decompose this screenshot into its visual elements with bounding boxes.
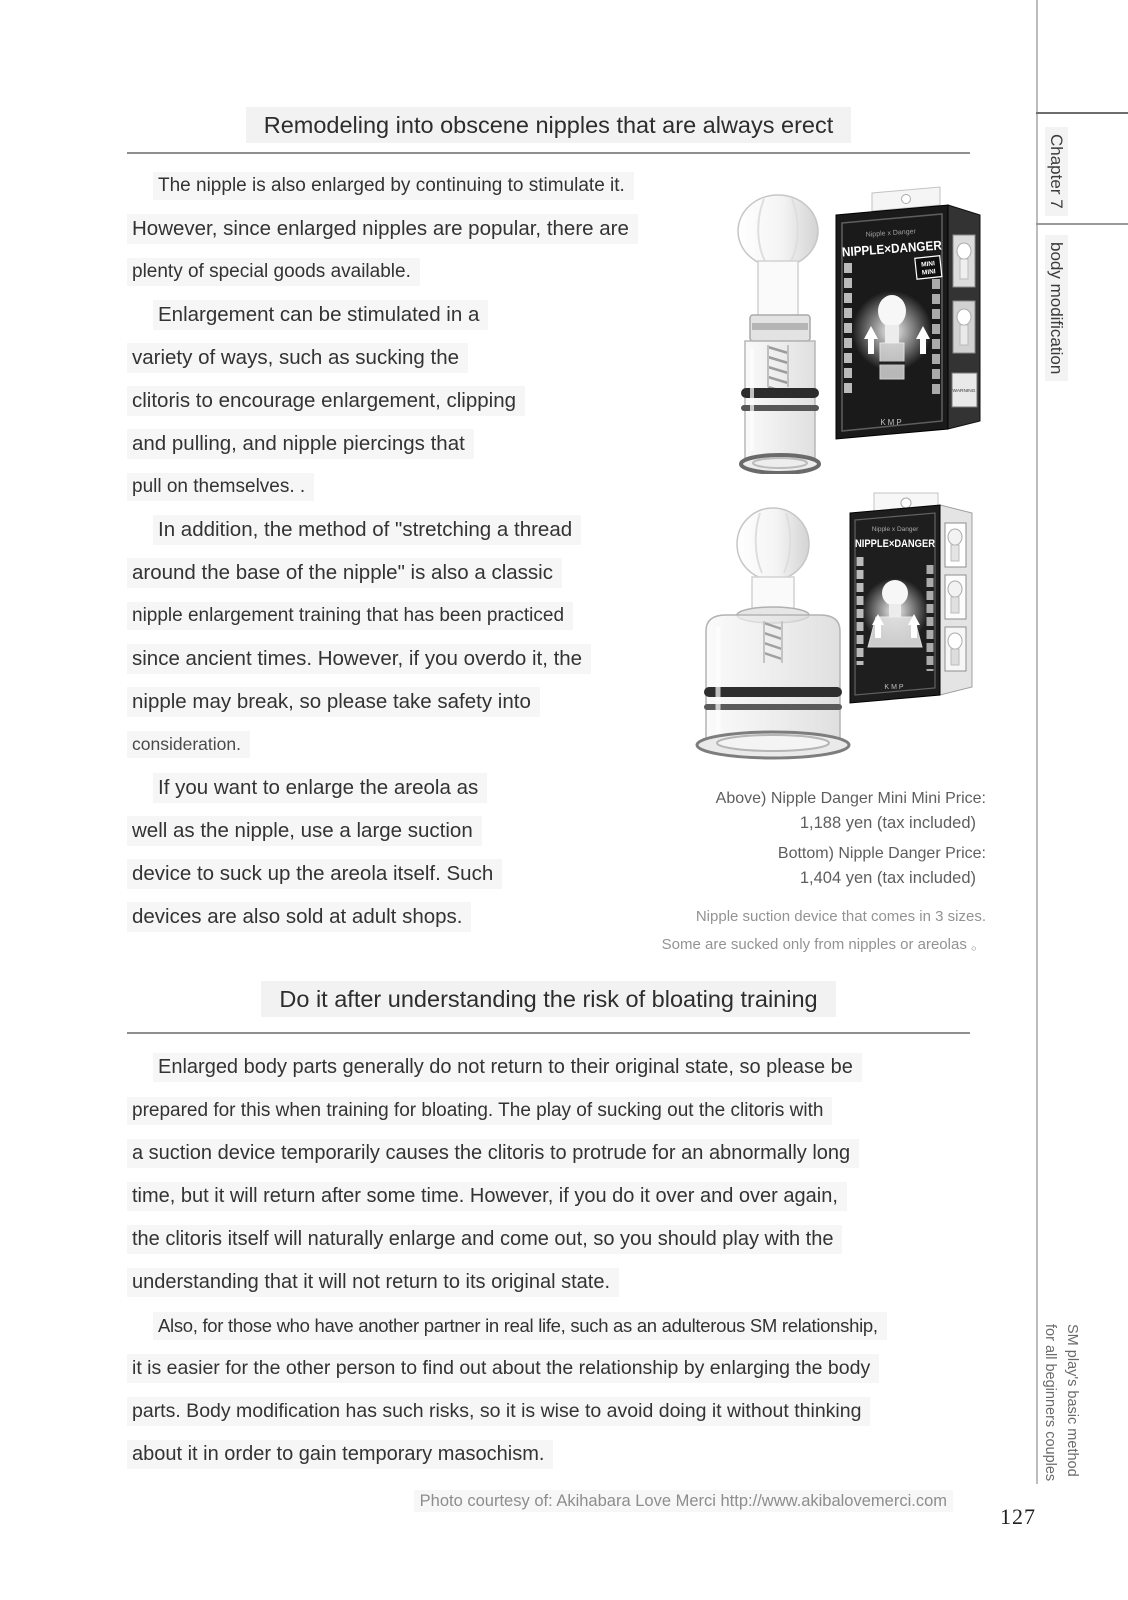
text-line: understanding that it will not return to its original state. <box>127 1261 887 1304</box>
text-line: the clitoris itself will naturally enlarge and come out, so you should play with the <box>127 1218 887 1261</box>
text-line: pull on themselves. . <box>127 465 638 508</box>
text-line: In addition, the method of "stretching a thread <box>127 508 638 551</box>
svg-text:MINI: MINI <box>920 260 936 269</box>
section1-title-text: Remodeling into obscene nipples that are always erect <box>246 107 852 143</box>
text-line: time, but it will return after some time. However, if you do it over and over again, <box>127 1175 887 1218</box>
text-line: device to suck up the areola itself. Such <box>127 852 638 895</box>
box-warning-text: WARNING <box>952 389 976 394</box>
section2-title <box>127 986 970 1013</box>
text-line: parts. Body modification has such risks, so it is wise to avoid doing it without thinking <box>127 1390 887 1433</box>
section2-text-column <box>127 1046 887 1476</box>
box-header-text: Nipple x Danger <box>871 526 919 533</box>
product-photo-top-illustration <box>684 183 983 474</box>
page-number: 127 <box>1000 1504 1036 1529</box>
sidebar-horizontal-rule-bottom <box>1036 223 1128 225</box>
text-line: since ancient times. However, if you overdo it, the <box>127 637 638 680</box>
text-line: plenty of special goods available. <box>127 250 638 293</box>
section1-rule <box>127 152 970 154</box>
product-box-small <box>836 187 980 439</box>
text-line: about it in order to gain temporary masochism. <box>127 1433 887 1476</box>
text-line: However, since enlarged nipples are popular, there are <box>127 207 638 250</box>
box-brand-text: KMP <box>880 418 904 427</box>
text-line: Enlarged body parts generally do not return to their original state, so please be <box>127 1046 887 1089</box>
paragraph <box>127 1046 887 1304</box>
text-line: well as the nipple, use a large suction <box>127 809 638 852</box>
text-line: nipple enlargement training that has been practiced <box>127 594 638 637</box>
text-line: clitoris to encourage enlargement, clipping <box>127 379 638 422</box>
text-line: a suction device temporarily causes the clitoris to protrude for an abnormally long <box>127 1132 887 1175</box>
book-subtitle-line: for all beginners couples <box>1042 1324 1059 1482</box>
photo-credit: Photo courtesy of: Akihabara Love Merci http://www.akibalovemerci.com <box>127 1492 953 1511</box>
caption-note: Some are sucked only from nipples or areolas 。 <box>661 936 986 953</box>
svg-text:MINI: MINI <box>921 268 937 277</box>
text-line: variety of ways, such as sucking the <box>127 336 638 379</box>
text-line: nipple may break, so please take safety into <box>127 680 638 723</box>
text-line: and pulling, and nipple piercings that <box>127 422 638 465</box>
section2-rule <box>127 1032 970 1034</box>
product-box-large <box>850 493 972 703</box>
caption-bottom-label: Bottom) Nipple Danger Price: <box>777 845 986 862</box>
caption-bottom-price: 1,404 yen (tax included) <box>799 869 976 887</box>
chapter-label: Chapter 7 <box>1046 127 1066 216</box>
text-line: devices are also sold at adult shops. <box>127 895 638 938</box>
text-line: prepared for this when training for bloating. The play of sucking out the clitoris with <box>127 1089 887 1132</box>
caption-top-price: 1,188 yen (tax included) <box>799 814 976 832</box>
text-line: consideration. <box>127 723 638 766</box>
sidebar-horizontal-rule-top <box>1036 112 1128 114</box>
product-photo-top <box>684 183 983 479</box>
box-title-text: NIPPLE×DANGER <box>855 538 936 550</box>
text-line: Enlargement can be stimulated in a <box>127 293 638 336</box>
paragraph <box>127 508 638 766</box>
paragraph <box>127 293 638 508</box>
text-line: around the base of the nipple" is also a classic <box>127 551 638 594</box>
section1-text-column <box>127 164 638 938</box>
paragraph <box>127 766 638 938</box>
paragraph <box>127 1304 887 1476</box>
box-brand-text: KMP <box>884 684 906 691</box>
box-header-text: Nipple x Danger <box>865 228 917 239</box>
section2-title-text: Do it after understanding the risk of bloating training <box>261 981 835 1017</box>
chapter-section-label: body modification <box>1046 235 1066 381</box>
section1-title <box>127 112 970 139</box>
photo-captions <box>630 786 986 957</box>
product-photo-bottom <box>668 487 986 779</box>
book-subtitle-vertical <box>1038 1324 1083 1488</box>
suction-device-large <box>697 508 849 758</box>
text-line: The nipple is also enlarged by continuing to stimulate it. <box>127 164 638 207</box>
text-line: If you want to enlarge the areola as <box>127 766 638 809</box>
text-line: Also, for those who have another partner in real life, such as an adulterous SM relationship, <box>127 1304 887 1347</box>
product-photo-bottom-illustration <box>668 487 986 774</box>
caption-top-label: Above) Nipple Danger Mini Mini Price: <box>715 790 986 807</box>
book-subtitle-line: SM play's basic method <box>1064 1324 1081 1477</box>
text-line: it is easier for the other person to find out about the relationship by enlarging the body <box>127 1347 887 1390</box>
paragraph <box>127 164 638 293</box>
suction-device-small <box>738 195 819 473</box>
caption-note: Nipple suction device that comes in 3 sizes. <box>695 908 986 925</box>
box-title-text: NIPPLE×DANGER <box>841 236 954 260</box>
